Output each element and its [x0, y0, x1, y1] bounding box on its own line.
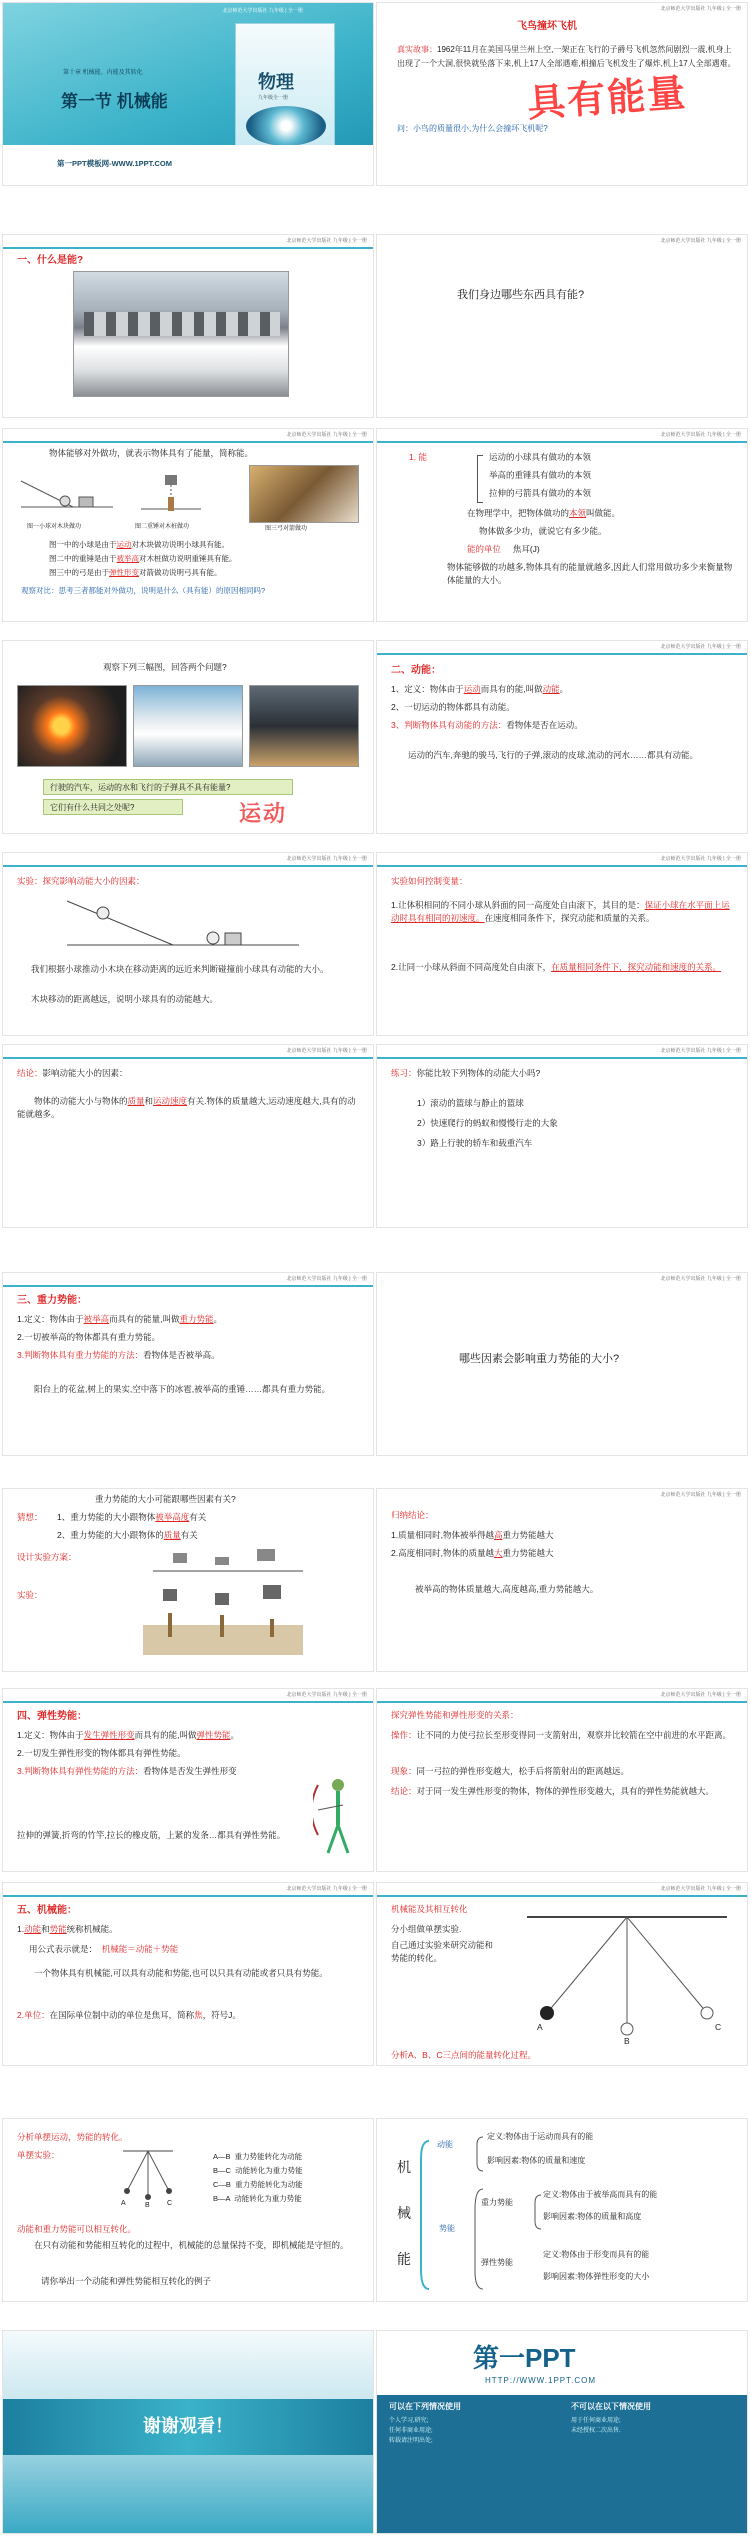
exercise-item-1: 1）滚动的篮球与静止的篮球 — [417, 1098, 524, 1108]
slide-9-experiment — [2, 852, 374, 1036]
logo-url: HTTP://WWW.1PPT.COM — [485, 2376, 596, 2385]
slide-22-mindmap — [376, 2118, 748, 2302]
traffic-photo — [249, 685, 359, 767]
caption-1: 图一小球对木块做功 — [27, 524, 82, 530]
observation-text: 现象：同一弓拉的弹性形变越大，松手后将箭射出的距离越远。 — [391, 1766, 630, 1776]
bullet-2: 举高的重锤具有做功的本领 — [489, 470, 592, 480]
slide-header: 北京师范大学出版社 九年级 | 全一册 — [377, 1883, 747, 1897]
question-text: 哪些因素会影响重力势能的大小? — [459, 1353, 620, 1365]
slide-header: 北京师范大学出版社 九年级 | 全一册 — [377, 1045, 747, 1059]
story-question: 问：小鸟的质量很小,为什么会撞坏飞机呢? — [397, 124, 548, 133]
hypothesis-question: 重力势能的大小可能跟哪些因素有关? — [95, 1494, 236, 1504]
no-item-1: 用于任何商业用途; — [571, 2418, 621, 2424]
ball-block-figure — [17, 469, 117, 519]
question-bar: 行驶的汽车，运动的水和飞行的子弹具不具有能量? — [43, 779, 293, 795]
slide-header: 北京师范大学出版社 九年级 | 全一册 — [377, 1273, 747, 1287]
bullet-3: 拉伸的弓箭具有做功的本领 — [489, 488, 592, 498]
example-text: 运动的汽车,奔驰的骏马,飞行的子弹,滚动的皮球,流动的河水……都具有动能。 — [408, 750, 698, 760]
pendulum-title: 机械能及其相互转化 — [391, 1904, 468, 1914]
def-3: 3.判断物体具有弹性势能的方法：看物体是否发生弹性形变 — [17, 1766, 237, 1776]
experiment-title: 实验：探究影响动能大小的因素： — [17, 876, 145, 886]
slide-18-elastic-explore — [376, 1688, 748, 1872]
book-subtitle: 九年级全一册 — [258, 95, 289, 101]
label-c: C — [167, 2200, 173, 2207]
slide-15-hypothesis — [2, 1488, 374, 1672]
think-text: 观察对比：思考三者都能对外做功，说明是什么（具有能）的原因相同吗? — [21, 586, 266, 595]
def-1: 1.定义：物体由于发生弹性形变而具有的能,叫做弹性势能。 — [17, 1730, 240, 1740]
summary-1: 1.质量相同时,物体被举得越高重力势能越大 — [391, 1530, 554, 1540]
slide-header: 北京师范大学出版社 九年级 | 全一册 — [377, 1689, 747, 1703]
transform-2: B—C 动能转化为重力势能 — [213, 2166, 303, 2175]
slide-21-analysis — [2, 2118, 374, 2302]
caption-2: 图二重锤对木桩做功 — [135, 524, 190, 530]
transform-3: C—B 重力势能转化为动能 — [213, 2180, 303, 2189]
slide-header: 北京师范大学出版社 九年级 | 全一册 — [377, 853, 747, 867]
cover-header-label: 北京师范大学出版社 九年级 | 全一册 — [222, 8, 303, 14]
summary-title: 归纳结论： — [391, 1510, 434, 1520]
story-text: 真实故事：1962年11月在美国马里兰州上空,一架正在飞行的子爵号飞机忽然间剧烈一震,机身上出现了一个大洞,很快就坠落下来,机上17人全部遇难,相撞后飞机发生了爆炸,机上17人全部遇难。 — [397, 45, 736, 68]
unit-line: 能的单位 焦耳(J) — [467, 544, 540, 554]
unit-line: 2.单位：在国际单位制中动的单位是焦耳，简称焦，符号J。 — [17, 2010, 241, 2020]
slide-5-work-examples — [2, 428, 374, 622]
section-heading: 三、重力势能： — [17, 1295, 87, 1306]
slide-header: 北京师范大学出版社 九年级 | 全一册 — [3, 1883, 373, 1897]
caption-3: 图三弓对箭做功 — [265, 526, 308, 532]
chapter-label: 第十章 机械能、内能及其转化 — [63, 70, 143, 76]
logo-text: 第一PPT — [473, 2343, 576, 2373]
explore-title: 探究弹性势能和弹性形变的关系： — [391, 1710, 519, 1720]
question-text: 我们身边哪些东西具有能? — [457, 289, 585, 301]
analysis-text: 分析A、B、C三点间的能量转化过程。 — [391, 2050, 536, 2060]
elastic-factor: 影响因素:物体弹性形变的大小 — [543, 2272, 650, 2281]
def-2: 2、一切运动的物体都具有动能。 — [391, 702, 515, 712]
variables-title: 实验如何控制变量： — [391, 876, 468, 886]
mech-note: 一个物体具有机械能,可以具有动能和势能,也可以只具有动能或者只具有势能。 — [34, 1968, 328, 1978]
slide-header: 北京师范大学出版社 九年级 | 全一册 — [377, 3, 747, 17]
bullet-5: 物体做多少功，就说它有多少能。 — [479, 526, 607, 536]
method-text: 我们根据小球推动小木块在移动距离的远近来判断碰撞前小球具有动能的大小。 — [31, 964, 329, 974]
bracket — [477, 455, 483, 503]
hammer-stake-figure — [131, 469, 211, 519]
intro-text: 物体能够对外做功，就表示物体具有了能量，简称能。 — [49, 448, 254, 458]
exercise-item-3: 3）路上行驶的轿车和载重汽车 — [417, 1138, 533, 1148]
slide-17-elastic — [2, 1688, 374, 1872]
conclusion-1: 动能和重力势能可以相互转化。 — [17, 2224, 137, 2234]
gravity-factor: 影响因素:物体的质量和高度 — [543, 2212, 642, 2221]
archer-photo — [249, 465, 359, 523]
note-text: 物体能够做的功越多,物体具有的能量就越多,因此人们常用做功多少来衡量物体能量的大小。 — [447, 562, 733, 585]
water-photo — [133, 685, 243, 767]
formula-line: 用公式表示就是： 机械能＝动能＋势能 — [29, 1944, 179, 1954]
guess-2: 2、重力势能的大小跟物体的质量有关 — [57, 1530, 198, 1540]
book-title: 物理 — [258, 72, 294, 92]
dam-gates — [84, 312, 280, 336]
slide-11-conclusion — [2, 1044, 374, 1228]
slide-2-bird-story — [376, 2, 748, 186]
variables-p2: 2.让同一小球从斜面不同高度处自由滚下，在质量相同条件下，探究动能和速度的关系。 — [391, 962, 722, 972]
summary-2: 2.高度相同时,物体的质量越大重力势能越大 — [391, 1548, 554, 1558]
ok-item-3: 转载请注明出处; — [389, 2438, 433, 2444]
section-heading: 五、机械能： — [17, 1905, 77, 1916]
ramp-figure — [63, 893, 303, 949]
slide-header: 北京师范大学出版社 九年级 | 全一册 — [377, 235, 747, 249]
def-2: 2.一切被举高的物体都具有重力势能。 — [17, 1332, 161, 1342]
slide-header: 北京师范大学出版社 九年级 | 全一册 — [3, 235, 373, 249]
design-label: 设计实验方案： — [17, 1552, 77, 1562]
pendulum-text-2: 自己通过实验来研究动能和势能的转化。 — [391, 1940, 494, 1963]
slide-header: 北京师范大学出版社 九年级 | 全一册 — [3, 1045, 373, 1059]
conclusion-body: 物体的动能大小与物体的质量和运动速度有关.物体的质量越大,运动速度越大,具有的动能就越多。 — [17, 1096, 356, 1119]
operation-text: 操作：让不同的力使弓拉长至形变得同一支箭射出，观察并比较箭在空中前进的水平距离。 — [391, 1730, 732, 1740]
label-a: A — [537, 2022, 543, 2032]
gravity-node: 重力势能 — [481, 2198, 513, 2207]
def-3: 3.判断物体具有重力势能的方法：看物体是否被举高。 — [17, 1350, 220, 1360]
archer-figure — [313, 1775, 363, 1855]
slide-8-kinetic — [376, 640, 748, 834]
slide-header: 北京师范大学出版社 九年级 | 全一册 — [3, 853, 373, 867]
root-char-1: 机 — [397, 2159, 411, 2175]
guess-1: 1、重力势能的大小跟物体被举高度有关 — [57, 1512, 207, 1522]
conclusion-text: 木块移动的距离越远，说明小球具有的动能越大。 — [31, 994, 219, 1004]
exercise-item-2: 2）快速爬行的蚂蚁和慢慢行走的大象 — [417, 1118, 558, 1128]
slide-header: 北京师范大学出版社 九年级 | 全一册 — [3, 1273, 373, 1287]
label-b: B — [145, 2202, 150, 2209]
question-bar-2: 它们有什么共同之处呢? — [43, 799, 183, 815]
kinetic-factor: 影响因素:物体的质量和速度 — [487, 2156, 586, 2165]
energy-stamp: 具有能量 — [526, 72, 689, 126]
slide-header: 北京师范大学出版社 九年级 | 全一册 — [377, 1489, 747, 1503]
slide-4-question — [376, 234, 748, 418]
summary-sentence: 被举高的物体质量越大,高度越高,重力势能越大。 — [415, 1584, 599, 1594]
textbook-image — [235, 23, 335, 161]
section-heading: 二、动能： — [391, 665, 441, 676]
no-title: 不可以在以下情况使用 — [571, 2402, 651, 2411]
def-3: 3、判断物体具有动能的方法：看物体是否在运动。 — [391, 720, 583, 730]
slide-title: 飞鸟撞坏飞机 — [517, 21, 577, 32]
bullet-photo — [17, 685, 127, 767]
slide-header: 北京师范大学出版社 九年级 | 全一册 — [377, 429, 747, 443]
slide-6-energy-def — [376, 428, 748, 622]
section-heading: 一、什么是能? — [17, 255, 84, 266]
def-1: 1、定义：物体由于运动而具有的能,叫做动能。 — [391, 684, 569, 694]
line-2: 图二中的重锤是由于被举高对木桩做功说明重锤具有能。 — [49, 554, 237, 563]
example-text: 拉伸的弹簧,折弯的竹竿,拉长的橡皮筋，上紧的发条…都具有弹性势能。 — [17, 1830, 286, 1840]
conclusion-text: 结论：对于同一发生弹性形变的物体，物体的弹性形变越大，具有的弹性势能就越大。 — [391, 1786, 715, 1796]
slide-3-what-is-energy — [2, 234, 374, 418]
observe-question: 观察下列三幅图，回答两个问题? — [103, 662, 227, 672]
kinetic-node: 动能 — [437, 2140, 453, 2149]
slide-1-cover — [2, 2, 374, 186]
ok-title: 可以在下列情况使用 — [389, 2402, 461, 2411]
guess-label: 猜想： — [17, 1512, 43, 1522]
conclusion-2: 在只有动能和势能相互转化的过程中，机械能的总量保持不变，即机械能是守恒的。 — [34, 2240, 349, 2250]
motion-stamp: 运动 — [239, 801, 288, 826]
bullet-1: 运动的小球具有做功的本领 — [489, 452, 592, 462]
slide-header: 北京师范大学出版社 九年级 | 全一册 — [3, 1689, 373, 1703]
book-art — [246, 106, 326, 146]
elastic-node: 弹性势能 — [481, 2258, 513, 2267]
slide-24-license — [376, 2330, 748, 2534]
line-3: 图三中的弓是由于弹性形变对箭做功说明弓具有能。 — [49, 568, 222, 577]
ok-item-2: 任何非商业用途; — [389, 2428, 433, 2434]
section-heading: 四、弹性势能： — [17, 1711, 87, 1722]
label-c: C — [715, 2022, 722, 2032]
slide-12-exercise — [376, 1044, 748, 1228]
pendulum-text-1: 分小组做单摆实验. — [391, 1924, 462, 1934]
def-2: 2.一切发生弹性形变的物体都具有弹性势能。 — [17, 1748, 186, 1758]
transform-4: B—A 动能转化为重力势能 — [213, 2194, 302, 2203]
thanks-text: 谢谢观看！ — [143, 2416, 233, 2436]
pendulum-small — [113, 2149, 183, 2205]
slide-19-mechanical — [2, 1882, 374, 2066]
slide-13-gravitational — [2, 1272, 374, 1456]
potential-node: 势能 — [439, 2224, 455, 2233]
no-item-2: 未经授权二次出售. — [571, 2428, 621, 2434]
def-1: 1.定义：物体由于被举高而具有的能量,叫做重力势能。 — [17, 1314, 223, 1324]
slide-16-summary — [376, 1488, 748, 1672]
root-char-2: 械 — [397, 2205, 411, 2221]
pendulum-exp-label: 单摆实验： — [17, 2150, 60, 2160]
root-char-3: 能 — [397, 2251, 411, 2267]
slide-23-thanks — [2, 2330, 374, 2534]
gravity-def: 定义:物体由于被举高而具有的能 — [543, 2190, 658, 2199]
cover-site-label: 第一PPT模板网-WWW.1PPT.COM — [57, 159, 172, 168]
bullet-4: 在物理学中，把物体做功的本领叫做能。 — [467, 508, 621, 518]
label-a: A — [121, 2200, 126, 2207]
def-1: 1.动能和势能统称机械能。 — [17, 1924, 118, 1934]
stake-photo — [143, 1585, 303, 1655]
slide-header: 北京师范大学出版社 九年级 | 全一册 — [377, 641, 747, 655]
experiment-label: 实验： — [17, 1590, 43, 1600]
slide-header: 北京师范大学出版社 九年级 | 全一册 — [3, 429, 373, 443]
kinetic-def: 定义:物体由于运动而具有的能 — [487, 2132, 594, 2141]
cover-title: 第一节 机械能 — [61, 92, 168, 111]
label-b: B — [624, 2036, 630, 2046]
line-1: 图一中的小球是由于运动对木块做功说明小球具有能。 — [49, 540, 229, 549]
slide-7-observe — [2, 640, 374, 834]
elastic-def: 定义:物体由于形变而具有的能 — [543, 2250, 650, 2259]
stake-diagram — [153, 1547, 303, 1577]
dam-photo — [73, 271, 289, 397]
slide-14-question — [376, 1272, 748, 1456]
conclusion-3: 请你举出一个动能和弹性势能相互转化的例子 — [41, 2276, 212, 2286]
ok-item-1: 个人学习,研究; — [389, 2418, 429, 2424]
example-text: 阳台上的花盆,树上的果实,空中落下的冰雹,被举高的重锤……都具有重力势能。 — [34, 1384, 331, 1394]
exercise-heading: 练习：你能比较下列物体的动能大小吗? — [391, 1068, 541, 1078]
variables-p1: 1.让体积相同的不同小球从斜面的同一高度处自由滚下，其目的是：保证小球在水平面上运动时具有相同的初速度。在速度相同条件下，探究动能和质量的关系。 — [391, 900, 730, 923]
conclusion-heading: 结论：影响动能大小的因素： — [17, 1068, 128, 1078]
energy-label: 1. 能 — [409, 452, 427, 462]
transform-1: A—B 重力势能转化为动能 — [213, 2152, 303, 2161]
slide-10-variables — [376, 852, 748, 1036]
slide-20-pendulum — [376, 1882, 748, 2066]
analysis-title: 分析单摆运动，势能的转化。 — [17, 2132, 128, 2142]
